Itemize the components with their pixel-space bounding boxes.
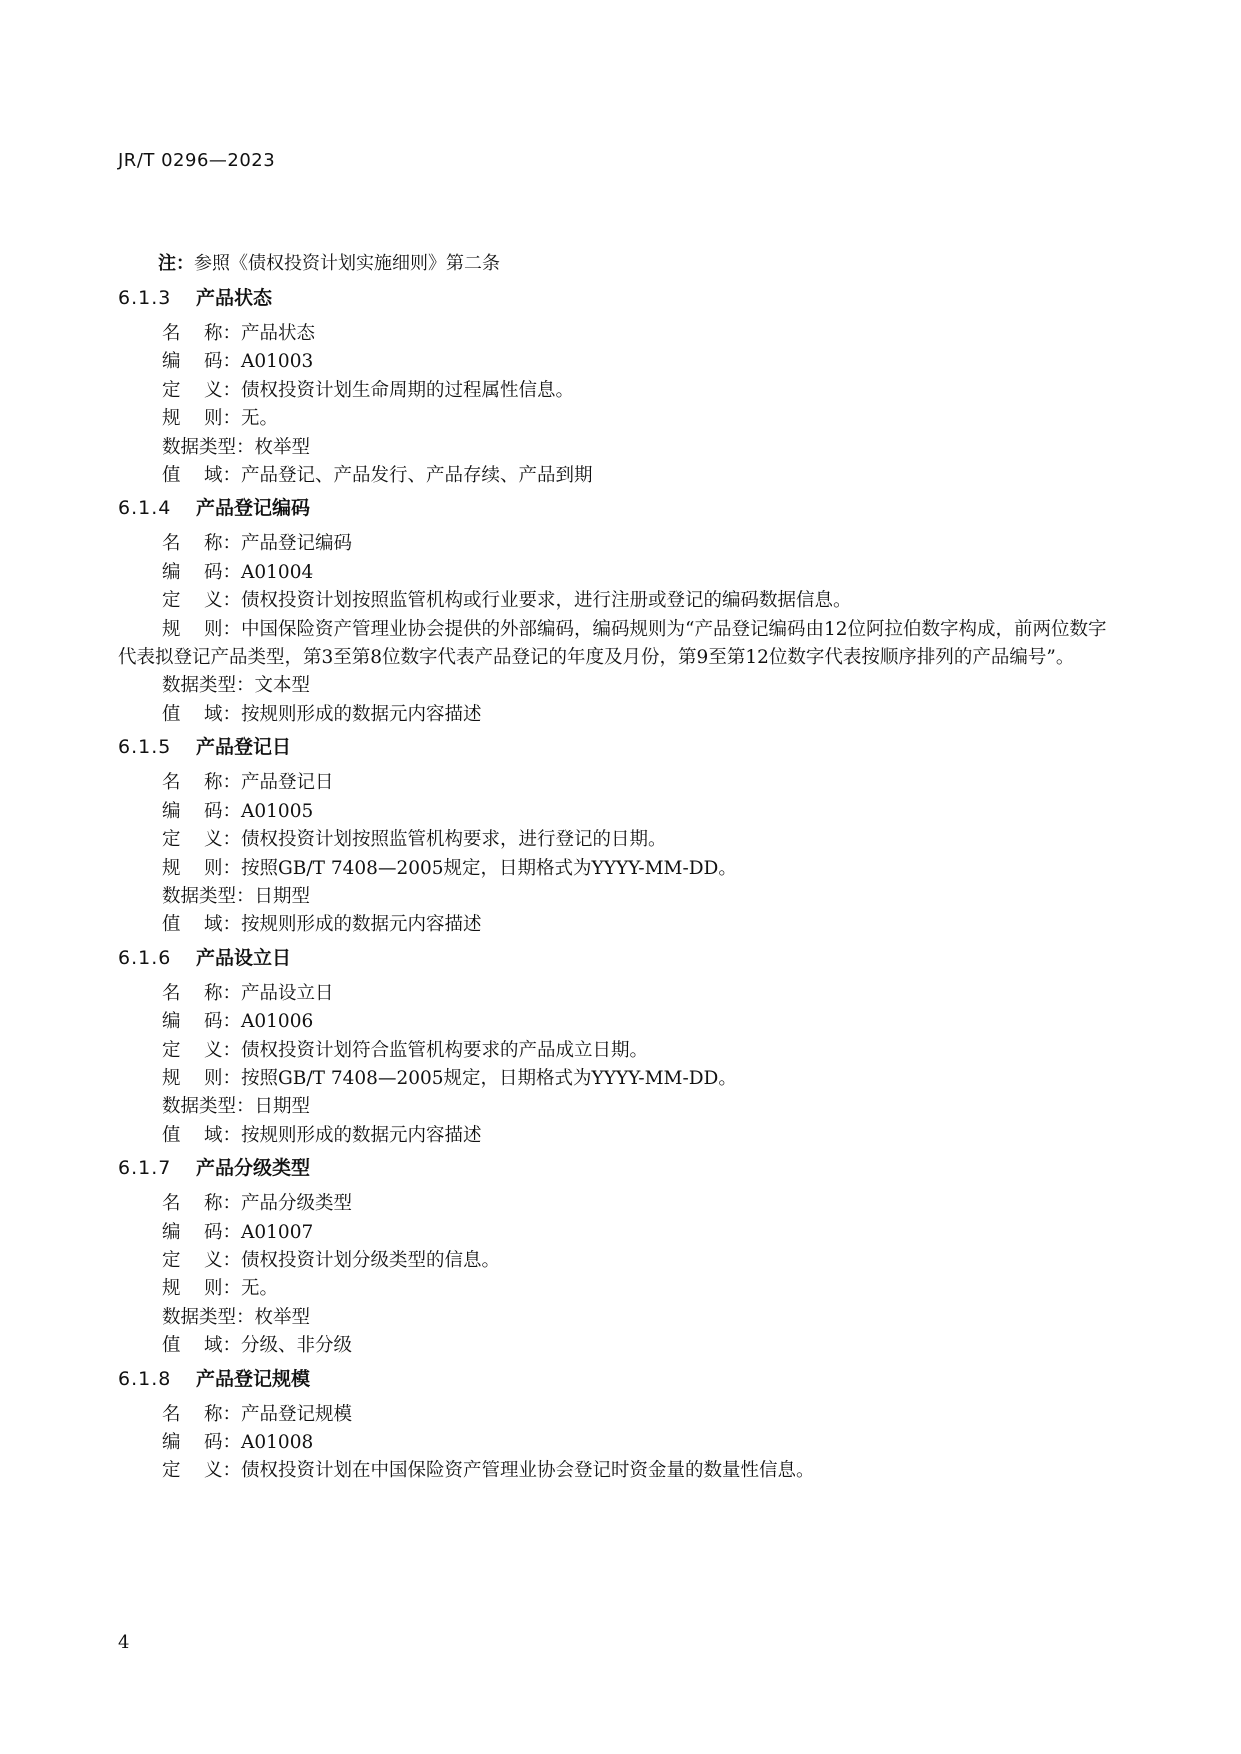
field-row [118, 672, 1118, 700]
field-row [118, 883, 1118, 911]
field-row [118, 616, 1118, 673]
section-heading [118, 1154, 1118, 1182]
field-row [118, 1093, 1118, 1121]
field-label: 数据类型： [162, 675, 255, 697]
field-label: 数据类型： [162, 1306, 255, 1328]
field-value: 按照GB/T 7408—2005规定，日期格式为YYYY-MM-DD。 [241, 1067, 737, 1089]
field-label: 规 则： [162, 1278, 242, 1300]
field-label: 名 称： [162, 772, 242, 794]
section-title: 产品登记规模 [196, 1367, 311, 1390]
field-label: 定 义： [162, 1249, 242, 1271]
field-row [118, 1429, 1118, 1457]
field-value: A01003 [241, 351, 314, 373]
field-label: 名 称： [162, 982, 242, 1004]
section-title: 产品登记日 [196, 736, 292, 759]
field-label: 值 域： [162, 703, 242, 725]
field-value: 中国保险资产管理业协会提供的外部编码，编码规则为“产品登记编码由12位阿拉伯数字构成，前两位数字代表拟登记产品类型，第3至第8位数字代表产品登记的年度及月份，第9至第12位数字代表按顺序排列的产品编号”。 [118, 618, 1107, 669]
field-label: 值 域： [162, 465, 242, 487]
note-label: 注： [158, 253, 194, 274]
field-value: A01007 [241, 1221, 314, 1243]
field-value: 无。 [241, 1278, 279, 1300]
field-label: 编 码： [162, 1011, 242, 1033]
field-value: A01004 [241, 561, 314, 583]
field-row [118, 1332, 1118, 1360]
field-label: 规 则： [162, 618, 242, 640]
section-title: 产品设立日 [196, 946, 292, 969]
field-row [118, 559, 1118, 587]
field-value: 产品登记日 [241, 772, 334, 794]
field-label: 定 义： [162, 379, 242, 401]
standard-code: JR/T 0296—2023 [118, 150, 276, 171]
field-row [118, 462, 1118, 490]
section-number: 6.1.5 [118, 736, 172, 759]
section-number: 6.1.8 [118, 1367, 172, 1390]
field-row [118, 1457, 1118, 1485]
section-6-1-7 [118, 1154, 1118, 1360]
field-value: A01006 [241, 1011, 314, 1033]
field-value: 债权投资计划按照监管机构要求，进行登记的日期。 [241, 829, 667, 851]
field-value: 无。 [241, 408, 279, 430]
field-value: 按规则形成的数据元内容描述 [241, 914, 482, 936]
field-label: 规 则： [162, 857, 242, 879]
field-row [118, 798, 1118, 826]
field-label: 编 码： [162, 561, 242, 583]
field-value: 债权投资计划按照监管机构或行业要求，进行注册或登记的编码数据信息。 [241, 590, 852, 612]
field-value: 产品登记编码 [241, 533, 353, 555]
section-number: 6.1.4 [118, 497, 172, 520]
field-value: 按照GB/T 7408—2005规定，日期格式为YYYY-MM-DD。 [241, 857, 737, 879]
field-label: 数据类型： [162, 436, 255, 458]
section-heading [118, 1365, 1118, 1393]
field-label: 编 码： [162, 800, 242, 822]
field-label: 规 则： [162, 408, 242, 430]
field-label: 数据类型： [162, 1096, 255, 1118]
field-value: 枚举型 [254, 436, 311, 458]
note [118, 250, 1118, 278]
field-label: 名 称： [162, 533, 242, 555]
field-row [118, 1122, 1118, 1150]
section-number: 6.1.7 [118, 1157, 172, 1180]
field-row [118, 434, 1118, 462]
section-title: 产品分级类型 [196, 1157, 311, 1180]
field-value: 债权投资计划符合监管机构要求的产品成立日期。 [241, 1039, 649, 1061]
field-row [118, 855, 1118, 883]
field-label: 名 称： [162, 1193, 242, 1215]
field-value: 文本型 [254, 675, 311, 697]
section-heading [118, 284, 1118, 312]
field-value: 日期型 [254, 1096, 311, 1118]
field-row [118, 1247, 1118, 1275]
section-title: 产品状态 [196, 287, 273, 309]
field-row [118, 1065, 1118, 1093]
field-row [118, 1304, 1118, 1332]
field-value: 产品登记、产品发行、产品存续、产品到期 [241, 465, 593, 487]
field-row [118, 1037, 1118, 1065]
field-label: 定 义： [162, 590, 242, 612]
section-number: 6.1.6 [118, 946, 172, 969]
section-6-1-8 [118, 1365, 1118, 1486]
field-label: 定 义： [162, 829, 242, 851]
field-value: A01005 [241, 800, 314, 822]
field-row [118, 826, 1118, 854]
field-label: 编 码： [162, 1221, 242, 1243]
field-row [118, 911, 1118, 939]
field-value: 产品分级类型 [241, 1193, 353, 1215]
field-value: 产品设立日 [241, 982, 334, 1004]
document-body [118, 250, 1118, 1490]
section-heading [118, 494, 1118, 522]
field-label: 名 称： [162, 1403, 242, 1425]
field-row [118, 980, 1118, 1008]
sections-container [118, 284, 1118, 1486]
field-value: 产品状态 [241, 323, 316, 344]
field-value: A01008 [241, 1432, 314, 1453]
field-row [118, 377, 1118, 405]
field-label: 值 域： [162, 914, 242, 936]
field-value: 债权投资计划生命周期的过程属性信息。 [241, 379, 575, 401]
section-6-1-3 [118, 284, 1118, 490]
field-row [118, 348, 1118, 376]
field-row [118, 530, 1118, 558]
field-value: 债权投资计划在中国保险资产管理业协会登记时资金量的数量性信息。 [241, 1460, 815, 1482]
field-label: 编 码： [162, 351, 242, 373]
field-row [118, 587, 1118, 615]
section-heading [118, 944, 1118, 972]
section-6-1-5 [118, 733, 1118, 939]
field-value: 债权投资计划分级类型的信息。 [241, 1249, 501, 1271]
field-value: 按规则形成的数据元内容描述 [241, 1124, 482, 1146]
field-label: 定 义： [162, 1039, 242, 1061]
field-value: 日期型 [254, 885, 311, 907]
field-row [118, 1275, 1118, 1303]
section-6-1-4 [118, 494, 1118, 729]
section-title: 产品登记编码 [196, 497, 311, 520]
section-number: 6.1.3 [118, 287, 172, 309]
field-value: 枚举型 [254, 1306, 311, 1328]
field-label: 值 域： [162, 1124, 242, 1146]
field-value: 按规则形成的数据元内容描述 [241, 703, 482, 725]
page-number: 4 [118, 1632, 130, 1653]
field-label: 数据类型： [162, 885, 255, 907]
field-row [118, 769, 1118, 797]
field-label: 值 域： [162, 1335, 242, 1357]
field-row [118, 1008, 1118, 1036]
section-6-1-6 [118, 944, 1118, 1150]
section-heading [118, 733, 1118, 761]
field-row [118, 1401, 1118, 1429]
field-label: 定 义： [162, 1460, 242, 1482]
field-row [118, 405, 1118, 433]
field-row [118, 1219, 1118, 1247]
field-value: 分级、非分级 [241, 1335, 353, 1357]
field-row [118, 320, 1118, 348]
field-label: 编 码： [162, 1432, 242, 1453]
field-row [118, 701, 1118, 729]
field-value: 产品登记规模 [241, 1403, 353, 1425]
field-label: 规 则： [162, 1067, 242, 1089]
field-row [118, 1190, 1118, 1218]
note-text: 参照《债权投资计划实施细则》第二条 [194, 253, 500, 274]
field-label: 名 称： [162, 323, 242, 344]
